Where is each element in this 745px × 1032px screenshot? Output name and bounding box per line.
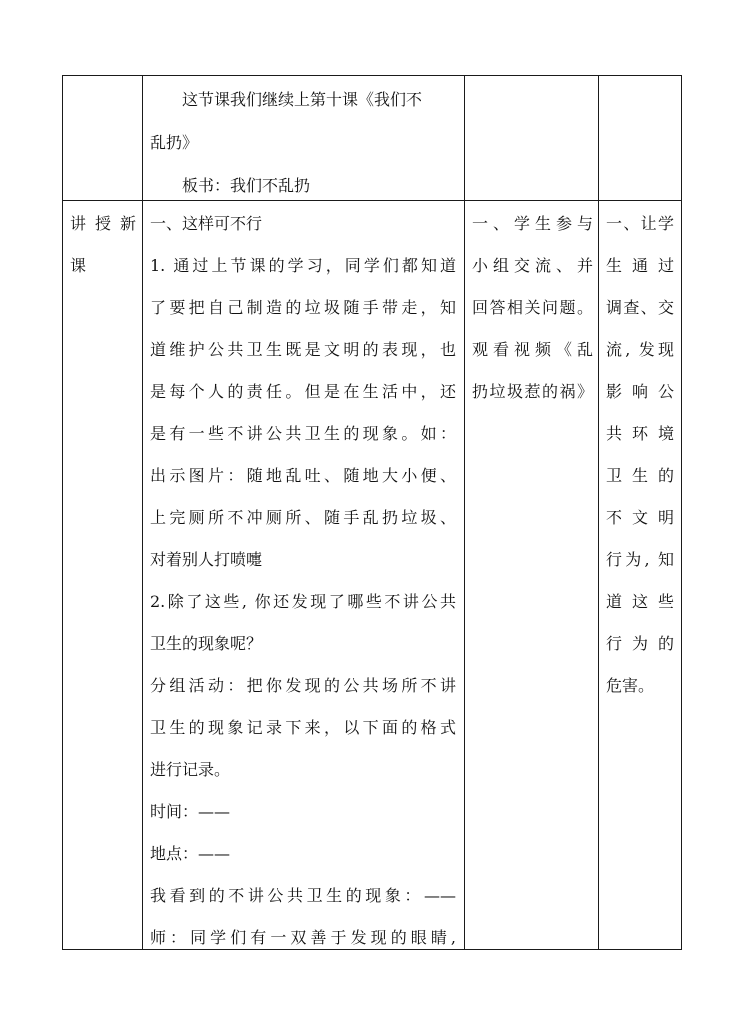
section-label: 课 xyxy=(70,256,87,275)
column-divider-3 xyxy=(598,75,599,950)
text-line: 行 为 的 xyxy=(606,634,674,653)
text-line: 出示图片：随地乱吐、随地大小便、 xyxy=(150,466,456,485)
text-line: 共 环 境 xyxy=(606,424,674,443)
record-time-line: 时间：—— xyxy=(150,802,231,821)
text-line: 生 通 过 xyxy=(606,256,674,275)
column-divider-1 xyxy=(142,75,143,950)
row1-content-cell xyxy=(150,78,456,207)
text-line: 这节课我们继续上第十课《我们不 xyxy=(182,90,423,109)
text-line: 回答相关问题。 xyxy=(472,298,593,317)
text-line: 行为, 知 xyxy=(606,550,674,569)
row1-col4-cell xyxy=(599,76,681,200)
table-border-left xyxy=(62,75,63,950)
text-line: 调查、交 xyxy=(606,298,674,317)
text-line: 师：同学们有一双善于发现的眼睛, xyxy=(150,928,456,947)
text-line: 一、学生参与 xyxy=(472,214,593,233)
column-divider-2 xyxy=(464,75,465,950)
design-intent-cell xyxy=(606,203,674,707)
record-place-line: 地点：—— xyxy=(150,844,231,863)
text-line: 进行记录。 xyxy=(150,760,231,779)
record-observation-line: 我看到的不讲公共卫生的现象：—— xyxy=(150,886,456,905)
text-line: 道维护公共卫生既是文明的表现，也 xyxy=(150,340,456,359)
text-line: 影 响 公 xyxy=(606,382,674,401)
text-line: 小组交流、并 xyxy=(472,256,593,275)
text-line: 道 这 些 xyxy=(606,592,674,611)
text-line: 卫生的现象呢？ xyxy=(150,634,263,653)
text-line: 分组活动：把你发现的公共场所不讲 xyxy=(150,676,456,695)
text-line: 2.除了这些, 你还发现了哪些不讲公共 xyxy=(150,592,456,611)
text-line: 危害。 xyxy=(606,676,655,695)
table-border-right xyxy=(681,75,682,950)
row1-col1-cell xyxy=(63,76,142,200)
text-line: 卫 生 的 xyxy=(606,466,674,485)
text-line: 乱扔》 xyxy=(150,133,199,152)
board-title: 板书：我们不乱扔 xyxy=(182,176,311,195)
text-line: 不 文 明 xyxy=(606,508,674,527)
text-line: 扔垃圾惹的祸》 xyxy=(472,382,593,401)
text-line: 1. 通过上节课的学习，同学们都知道 xyxy=(150,256,456,275)
student-activity-cell xyxy=(472,203,593,413)
lesson-plan-table xyxy=(62,75,682,950)
section-label: 讲授新 xyxy=(70,214,136,233)
text-line: 观看视频《乱 xyxy=(472,340,593,359)
text-line: 上完厕所不冲厕所、随手乱扔垃圾、 xyxy=(150,508,456,527)
text-line: 对着别人打喷嚏 xyxy=(150,550,263,569)
section-heading: 一、这样可不行 xyxy=(150,214,263,233)
text-line: 一、让学 xyxy=(606,214,674,233)
row1-col3-cell xyxy=(465,76,598,200)
text-line: 是有一些不讲公共卫生的现象。如： xyxy=(150,424,456,443)
text-line: 了要把自己制造的垃圾随手带走，知 xyxy=(150,298,456,317)
section-label-cell xyxy=(70,203,136,287)
teaching-content-cell xyxy=(150,203,456,959)
text-line: 是每个人的责任。但是在生活中，还 xyxy=(150,382,456,401)
text-line: 流, 发现 xyxy=(606,340,674,359)
text-line: 卫生的现象记录下来，以下面的格式 xyxy=(150,718,456,737)
